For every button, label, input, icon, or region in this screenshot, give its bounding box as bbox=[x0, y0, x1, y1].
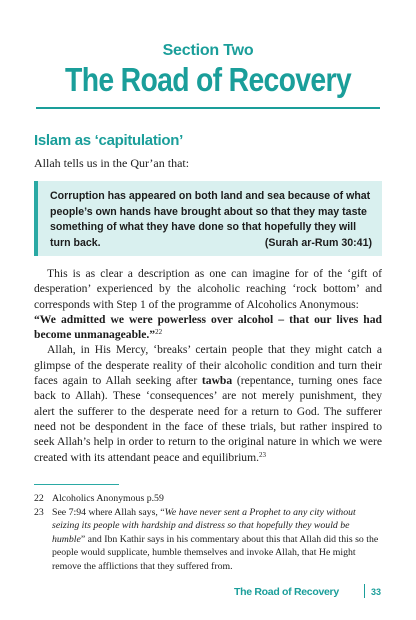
quote-reference: (Surah ar-Rum 30:41) bbox=[264, 236, 372, 249]
footnote-number: 23 bbox=[34, 506, 44, 518]
paragraph-3 bbox=[34, 342, 382, 464]
footnotes bbox=[34, 492, 384, 574]
title-divider bbox=[36, 107, 380, 109]
chapter-title: The Road of Recovery bbox=[65, 61, 351, 98]
running-head: The Road of Recovery bbox=[234, 586, 339, 598]
page-number: 33 bbox=[371, 587, 382, 597]
aa-step-quote: “We admitted we were powerless over alcohol – that our lives had become unmanageable.” bbox=[34, 312, 382, 342]
section-label: Section Two bbox=[162, 42, 254, 59]
footnote-23 bbox=[34, 506, 384, 574]
footer-separator bbox=[364, 584, 365, 598]
quran-quote-box bbox=[34, 181, 382, 256]
footnote-divider bbox=[34, 484, 119, 485]
term-tawba: tawba bbox=[201, 374, 233, 388]
footnote-22 bbox=[34, 492, 384, 506]
paragraph-2 bbox=[34, 312, 382, 343]
footnote-text bbox=[52, 506, 384, 574]
intro-line: Allah tells us in the Qur’an that: bbox=[34, 156, 190, 170]
footnote-ref-22: 22 bbox=[155, 328, 163, 337]
paragraph-3-start: Allah, in His Mercy, ‘breaks’ certain people that they might catch a glimpse of the desperate reality of their alcoholic condition and turn their faces again to Allah seeking after bbox=[34, 343, 382, 388]
paragraph-3-end: (repentance, turning ones face back to Allah). These ‘consequences’ are not merely punishment, they alert the sufferer to the desperate need for a return to God. The sufferer need not be despondent in the face of these trials, but rather inspired to seek Allah’s help in order to return to the original nature in which we were created with its attendant peace and equilibrium. bbox=[34, 374, 382, 464]
footnote-text: Alcoholics Anonymous p.59 bbox=[52, 493, 164, 504]
footnote-text-start: See 7:94 where Allah says, “ bbox=[52, 506, 165, 518]
quote-text: Corruption has appeared on both land and sea because of what people’s own hands have brought about so that they may taste something of what they have done so that hopefully they will turn back. bbox=[50, 190, 371, 249]
footnote-text-end: ” and Ibn Kathir says in his commentary about this that Allah did this so the people would supplicate, humble themselves and invoke Allah, that He might remove the afflictions that they suffered from. bbox=[52, 533, 379, 572]
subheading: Islam as ‘capitulation’ bbox=[34, 132, 183, 149]
footnote-ref-23: 23 bbox=[259, 450, 267, 459]
footnote-number: 22 bbox=[34, 493, 44, 504]
paragraph-1: This is as clear a description as one can imagine for of the ‘gift of desperation’ experienced by the alcoholic reaching ‘rock bottom’ and corresponds with Step 1 of the programme of Alcoholics Anonymous: bbox=[34, 267, 382, 311]
body-text bbox=[34, 266, 382, 465]
footnote-quoted-verse: We have never sent a Prophet to any city without seizing its people with hardship and distress so that hopefully they would be humble bbox=[52, 506, 356, 545]
